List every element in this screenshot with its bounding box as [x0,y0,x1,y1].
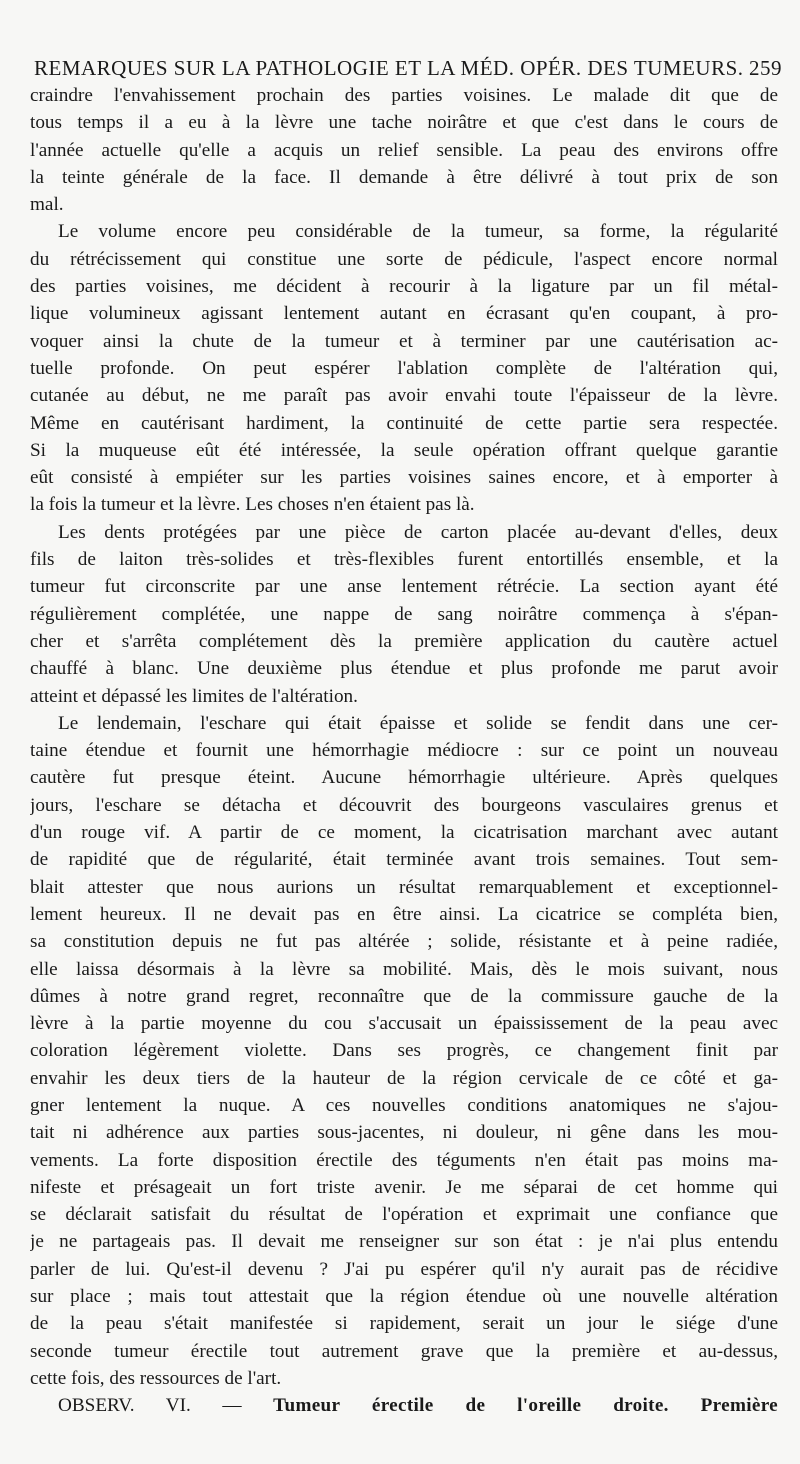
page-number: 259 [749,56,782,80]
observation-label: OBSERV. VI. — [58,1395,274,1417]
text-line: craindre l'envahissement prochain des parties voisines. Le malade dit que de [30,85,778,106]
text-line: fils de laiton très-solides et très-flexibles furent entortillés ensemble, et la [30,549,778,571]
text-line: sur place ; mais tout attestait que la région étendue où une nouvelle altération [30,1286,778,1308]
text-line: voquer ainsi la chute de la tumeur et à terminer par une cautérisation ac- [30,330,778,352]
text-line: lement heureux. Il ne devait pas en être ainsi. La cicatrice se compléta bien, [30,903,778,925]
text-line: blait attester que nous aurions un résultat remarquablement et exceptionnel- [30,876,778,898]
text-line: elle laissa désormais à la lèvre sa mobilité. Mais, dès le mois suivant, nous [30,958,778,980]
text-line: cette fois, des ressources de l'art. [30,1367,282,1389]
running-title: REMARQUES SUR LA PATHOLOGIE ET LA MÉD. OPÉR. DES TUMEURS. [34,56,744,80]
body-text [30,82,778,1420]
text-line: cautère fut presque éteint. Aucune hémorrhagie ultérieure. Après quelques [30,767,778,789]
text-line: l'année actuelle qu'elle a acquis un relief sensible. La peau des environs offre [30,139,778,161]
text-line: tous temps il a eu à la lèvre une tache noirâtre et que c'est dans le cours de [30,112,778,134]
text-line: seconde tumeur érectile tout autrement grave que la première et au-dessus, [30,1340,778,1362]
observation-heading [30,1392,778,1419]
text-line: dûmes à notre grand regret, reconnaître que de la commissure gauche de la [30,985,778,1007]
text-line: atteint et dépassé les limites de l'altération. [30,685,358,707]
text-line: envahir les deux tiers de la hauteur de la région cervicale de ce côté et ga- [30,1067,778,1089]
text-line: du rétrécissement qui constitue une sorte de pédicule, l'aspect encore normal [30,248,778,270]
text-line: cutanée au début, ne me paraît pas avoir envahi toute l'épaisseur de la lèvre. [30,385,778,407]
text-line: lique volumineux agissant lentement autant en écrasant qu'en coupant, à pro- [30,303,778,325]
text-line: tait ni adhérence aux parties sous-jacentes, ni douleur, ni gêne dans les mou- [30,1122,778,1144]
text-line: coloration légèrement violette. Dans ses progrès, ce changement finit par [30,1040,778,1062]
text-line: de la peau s'était manifestée si rapidement, serait un jour le siége d'une [30,1313,778,1335]
text-line: cher et s'arrêta complétement dès la première application du cautère actuel [30,630,778,652]
text-line: la fois la tumeur et la lèvre. Les choses n'en étaient pas là. [30,494,475,516]
text-line: Les dents protégées par une pièce de carton placée au-devant d'elles, deux [58,521,778,543]
text-line: Si la muqueuse eût été intéressée, la seule opération offrant quelque garantie [30,439,778,461]
text-line: je ne partageais pas. Il devait me renseigner sur son état : je n'ai plus entendu [30,1231,778,1253]
text-line: gner lentement la nuque. A ces nouvelles conditions anatomiques ne s'ajou- [30,1094,778,1116]
text-line: taine étendue et fournit une hémorrhagie médiocre : sur ce point un nouveau [30,740,778,762]
text-line: nifeste et présageait un fort triste avenir. Je me séparai de cet homme qui [30,1176,778,1198]
text-line: régulièrement complétée, une nappe de sang noirâtre commença à s'épan- [30,603,778,625]
text-line: vements. La forte disposition érectile des téguments n'en était pas moins ma- [30,1149,778,1171]
text-line: eût consisté à empiéter sur les parties voisines saines encore, et à emporter à [30,467,778,489]
text-line: d'un rouge vif. A partir de ce moment, la cicatrisation marchant avec autant [30,822,778,844]
text-line: sa constitution depuis ne fut pas altérée ; solide, résistante et à peine radiée, [30,931,778,953]
text-line: tumeur fut circonscrite par une anse lentement rétrécie. La section ayant été [30,576,778,598]
text-line: mal. [30,194,64,216]
observation-title: Tumeur érectile de l'oreille droite. Première [273,1395,778,1417]
text-line: jours, l'eschare se détacha et découvrit des bourgeons vasculaires grenus et [30,794,778,816]
text-line: Le volume encore peu considérable de la tumeur, sa forme, la régularité [58,221,778,243]
text-line: parler de lui. Qu'est-il devenu ? J'ai pu espérer qu'il n'y aurait pas de récidive [30,1258,778,1280]
text-line: chauffé à blanc. Une deuxième plus étendue et plus profonde me parut avoir [30,658,778,680]
text-line: tuelle profonde. On peut espérer l'ablation complète de l'altération qui, [30,357,778,379]
text-line: de rapidité que de régularité, était terminée avant trois semaines. Tout sem- [30,849,778,871]
text-line: Le lendemain, l'eschare qui était épaisse et solide se fendit dans une cer- [58,712,778,734]
text-line: la teinte générale de la face. Il demande à être délivré à tout prix de son [30,166,778,188]
text-line: des parties voisines, me décident à recourir à la ligature par un fil métal- [30,276,778,298]
text-line: lèvre à la partie moyenne du cou s'accusait un épaississement de la peau avec [30,1013,778,1035]
text-line: Même en cautérisant hardiment, la continuité de cette partie sera respectée. [30,412,778,434]
text-line: se déclarait satisfait du résultat de l'opération et exprimait une confiance que [30,1204,778,1226]
running-header [34,56,786,84]
